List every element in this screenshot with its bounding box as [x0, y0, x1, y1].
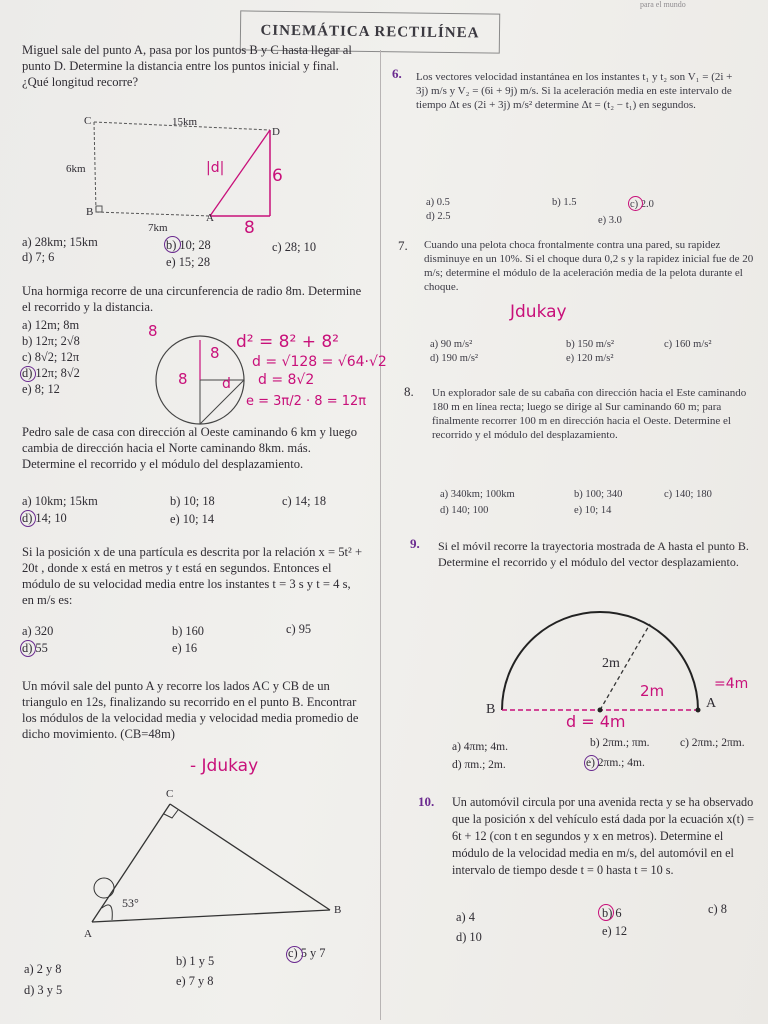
q1-answer-mark: [164, 236, 181, 253]
q10-text: Un automóvil circula por una avenida recta y se ha observado que la posición x del vehículo está dada por la ecuación x(t) = 6t + 12 (con t en segundos y x en metros). Determine el módulo de la velocidad media en m/s, del automóvil en el intervalo de tiempo desde t = 0 hasta t = 10 s.: [452, 795, 754, 877]
q7-option-a[interactable]: a) 90 m/s²: [430, 339, 473, 350]
q2-hand-r1: 8: [148, 322, 158, 340]
q5-option-b[interactable]: b) 1 y 5: [176, 954, 215, 968]
q6-option-e[interactable]: e) 3.0: [598, 215, 622, 226]
q9-hand-displacement: d = 4m: [566, 712, 626, 731]
q4-answer-mark: [20, 640, 36, 657]
q1-point-a: A: [206, 212, 214, 224]
q1-option-e[interactable]: e) 15; 28: [166, 255, 211, 269]
q2-work-line-2: d = √128 = √64·√2: [252, 354, 387, 370]
q2-work-line-3: d = 8√2: [258, 372, 315, 388]
q2-option-e[interactable]: e) 8; 12: [22, 382, 60, 396]
q6-option-b[interactable]: b) 1.5: [552, 197, 577, 208]
q7-option-e[interactable]: e) 120 m/s²: [566, 353, 614, 364]
q9-radius-label: 2m: [602, 656, 620, 671]
q7-hand-note: Jdukay: [510, 302, 567, 322]
q2-option-a[interactable]: a) 12m; 8m: [22, 318, 80, 332]
q2-text: Una hormiga recorre de una circunferencia de radio 8m. Determine el recorrido y la distancia.: [22, 284, 362, 314]
q7-option-c[interactable]: c) 160 m/s²: [664, 339, 712, 350]
q9-hand-radius: 2m: [640, 682, 665, 700]
q9-option-e[interactable]: e) 2πm.; 4m.: [586, 757, 645, 769]
q5-option-e[interactable]: e) 7 y 8: [176, 974, 214, 988]
q8-number: 8.: [404, 384, 414, 399]
q1-option-a[interactable]: a) 28km; 15km: [22, 235, 98, 249]
q1-option-c[interactable]: c) 28; 10: [272, 240, 317, 254]
q5-triangle-figure: [80, 784, 350, 944]
q5-option-a[interactable]: a) 2 y 8: [24, 962, 62, 976]
q1-hand-6: 6: [272, 166, 283, 186]
q1-option-d[interactable]: d) 7; 6: [22, 250, 55, 264]
q1-label-15km: 15km: [172, 116, 198, 128]
q3-option-d[interactable]: d) 14; 10: [22, 511, 67, 525]
q9-option-c[interactable]: c) 2πm.; 2πm.: [680, 737, 745, 749]
q3-answer-mark: [20, 510, 36, 527]
q9-option-d[interactable]: d) πm.; 2m.: [452, 759, 506, 771]
q5-point-b: B: [334, 904, 342, 916]
q5-hand-note: - Jdukay: [190, 756, 259, 776]
q9-point-a: A: [706, 696, 717, 711]
q9-point-b: B: [486, 702, 496, 717]
q5-option-d[interactable]: d) 3 y 5: [24, 983, 63, 997]
q1-label-7km: 7km: [148, 222, 168, 234]
q6-option-c[interactable]: c) 2.0: [630, 199, 654, 210]
q6-option-d[interactable]: d) 2.5: [426, 211, 451, 222]
q10-number: 10.: [418, 794, 435, 809]
q8-option-d[interactable]: d) 140; 100: [440, 505, 489, 516]
q10-option-c[interactable]: c) 8: [708, 902, 727, 916]
q3-option-c[interactable]: c) 14; 18: [282, 494, 327, 508]
q6-option-a[interactable]: a) 0.5: [426, 197, 450, 208]
q2-option-c[interactable]: c) 8√2; 12π: [22, 350, 80, 364]
q3-text: Pedro sale de casa con dirección al Oeste caminando 6 km y luego cambia de dirección hacia el Norte caminando 8km. más. Determine el recorrido y el módulo del desplazamiento.: [22, 425, 358, 471]
q2-hand-d: d: [222, 376, 231, 392]
q2-option-d[interactable]: d) 12π; 8√2: [22, 366, 80, 380]
corner-tag: para el mundo: [640, 0, 686, 9]
q1-hand-8: 8: [244, 218, 255, 238]
q4-option-d[interactable]: d) 55: [22, 641, 48, 655]
q7-option-d[interactable]: d) 190 m/s²: [430, 353, 479, 364]
q8-option-e[interactable]: e) 10; 14: [574, 505, 612, 516]
q10-option-b[interactable]: b) 6: [602, 906, 622, 920]
q4-text: Si la posición x de una partícula es descrita por la relación x = 5t² + 20t , donde x está en metros y t está en segundos. Entonces el módulo de su velocidad media entre los instantes t = 3 s y t = 4 s, en m/s es:: [22, 545, 363, 607]
q9-hand-side: =4m: [714, 676, 749, 692]
q8-option-b[interactable]: b) 100; 340: [574, 489, 623, 500]
q2-hand-r2: 8: [210, 344, 220, 362]
q1-option-b[interactable]: b) 10; 28: [166, 238, 211, 252]
column-divider: [380, 50, 381, 1020]
q1-hand-d: |d|: [206, 160, 225, 176]
q8-option-c[interactable]: c) 140; 180: [664, 489, 712, 500]
q4-option-e[interactable]: e) 16: [172, 641, 198, 655]
q2-work-line-4: e = 3π/2 · 8 = 12π: [246, 394, 367, 409]
q10-answer-mark: [598, 904, 614, 921]
page-title: CINEMÁTICA RECTILÍNEA: [240, 10, 500, 53]
q4-option-a[interactable]: a) 320: [22, 624, 54, 638]
q2-hand-r3: 8: [178, 370, 188, 388]
q1-label-6km: 6km: [66, 163, 86, 175]
q3-option-e[interactable]: e) 10; 14: [170, 512, 215, 526]
q2-answer-mark: [20, 366, 36, 382]
q10-option-e[interactable]: e) 12: [602, 924, 628, 938]
q2-work-line-1: d² = 8² + 8²: [236, 332, 339, 352]
q10-option-d[interactable]: d) 10: [456, 930, 482, 944]
q2-option-b[interactable]: b) 12π; 2√8: [22, 334, 80, 348]
q10-option-a[interactable]: a) 4: [456, 910, 475, 924]
q1-point-b: B: [86, 206, 94, 218]
q5-answer-mark: [286, 946, 303, 963]
q1-point-c: C: [84, 115, 92, 127]
q9-semicircle-figure: [490, 600, 710, 722]
q7-text: Cuando una pelota choca frontalmente contra una pared, su rapidez disminuye en un 10%. Si el choque dura 0,2 s y la rapidez inicial fue de 20 m/s; determine el módulo de la aceleración media de la pelota durante el choque.: [424, 239, 754, 293]
q5-point-a: A: [84, 928, 92, 940]
q4-option-c[interactable]: c) 95: [286, 622, 312, 636]
q9-option-b[interactable]: b) 2πm.; πm.: [590, 737, 650, 749]
q5-option-c[interactable]: c) 5 y 7: [288, 946, 326, 960]
q9-number: 9.: [410, 536, 420, 551]
q8-text: Un explorador sale de su cabaña con dirección hacia el Este caminando 180 m en línea recta; luego se dirige al Sur caminando 60 m; para finalmente recorrer 100 m en dirección hacia el Oeste. Determine el recorrido y el módulo del desplazamiento.: [432, 387, 747, 441]
q4-option-b[interactable]: b) 160: [172, 624, 205, 638]
q3-option-a[interactable]: a) 10km; 15km: [22, 494, 98, 508]
q2-circle-figure: [150, 330, 250, 430]
q1-point-d: D: [272, 126, 280, 138]
q9-text: Si el móvil recorre la trayectoria mostrada de A hasta el punto B. Determine el recorrido y el módulo del vector desplazamiento.: [438, 539, 749, 569]
q1-text: Miguel sale del punto A, pasa por los puntos B y C hasta llegar al punto D. Determine la distancia entre los puntos inicial y final. ¿Qué longitud recorre?: [22, 43, 352, 89]
q9-answer-mark: [584, 755, 599, 771]
q5-text: Un móvil sale del punto A y recorre los lados AC y CB de un triangulo en 12s, finalizando su recorrido en el punto B. Encontrar los módulos de la velocidad media y velocidad media promedio de dicho movimiento. (CB=48m): [22, 679, 359, 741]
q5-point-c: C: [166, 788, 174, 800]
q6-text: Los vectores velocidad instantánea en los instantes t₁ y t₂ son V₁ = (2i + 3j) m/s y V₂ = (6i + 9j) m/s. Si la aceleración media en este intervalo de tiempo Δt es (2i + 3j) m/s² determine Δt = (t₂ − t₁) en segundos.: [416, 71, 733, 111]
q6-answer-mark: [628, 196, 643, 211]
q3-option-b[interactable]: b) 10; 18: [170, 494, 215, 508]
q6-number: 6.: [392, 66, 402, 81]
q7-option-b[interactable]: b) 150 m/s²: [566, 339, 615, 350]
q5-angle-label: 53°: [122, 896, 139, 910]
q9-option-a[interactable]: a) 4πm; 4m.: [452, 741, 508, 753]
q7-number: 7.: [398, 238, 408, 253]
q8-option-a[interactable]: a) 340km; 100km: [440, 489, 515, 500]
